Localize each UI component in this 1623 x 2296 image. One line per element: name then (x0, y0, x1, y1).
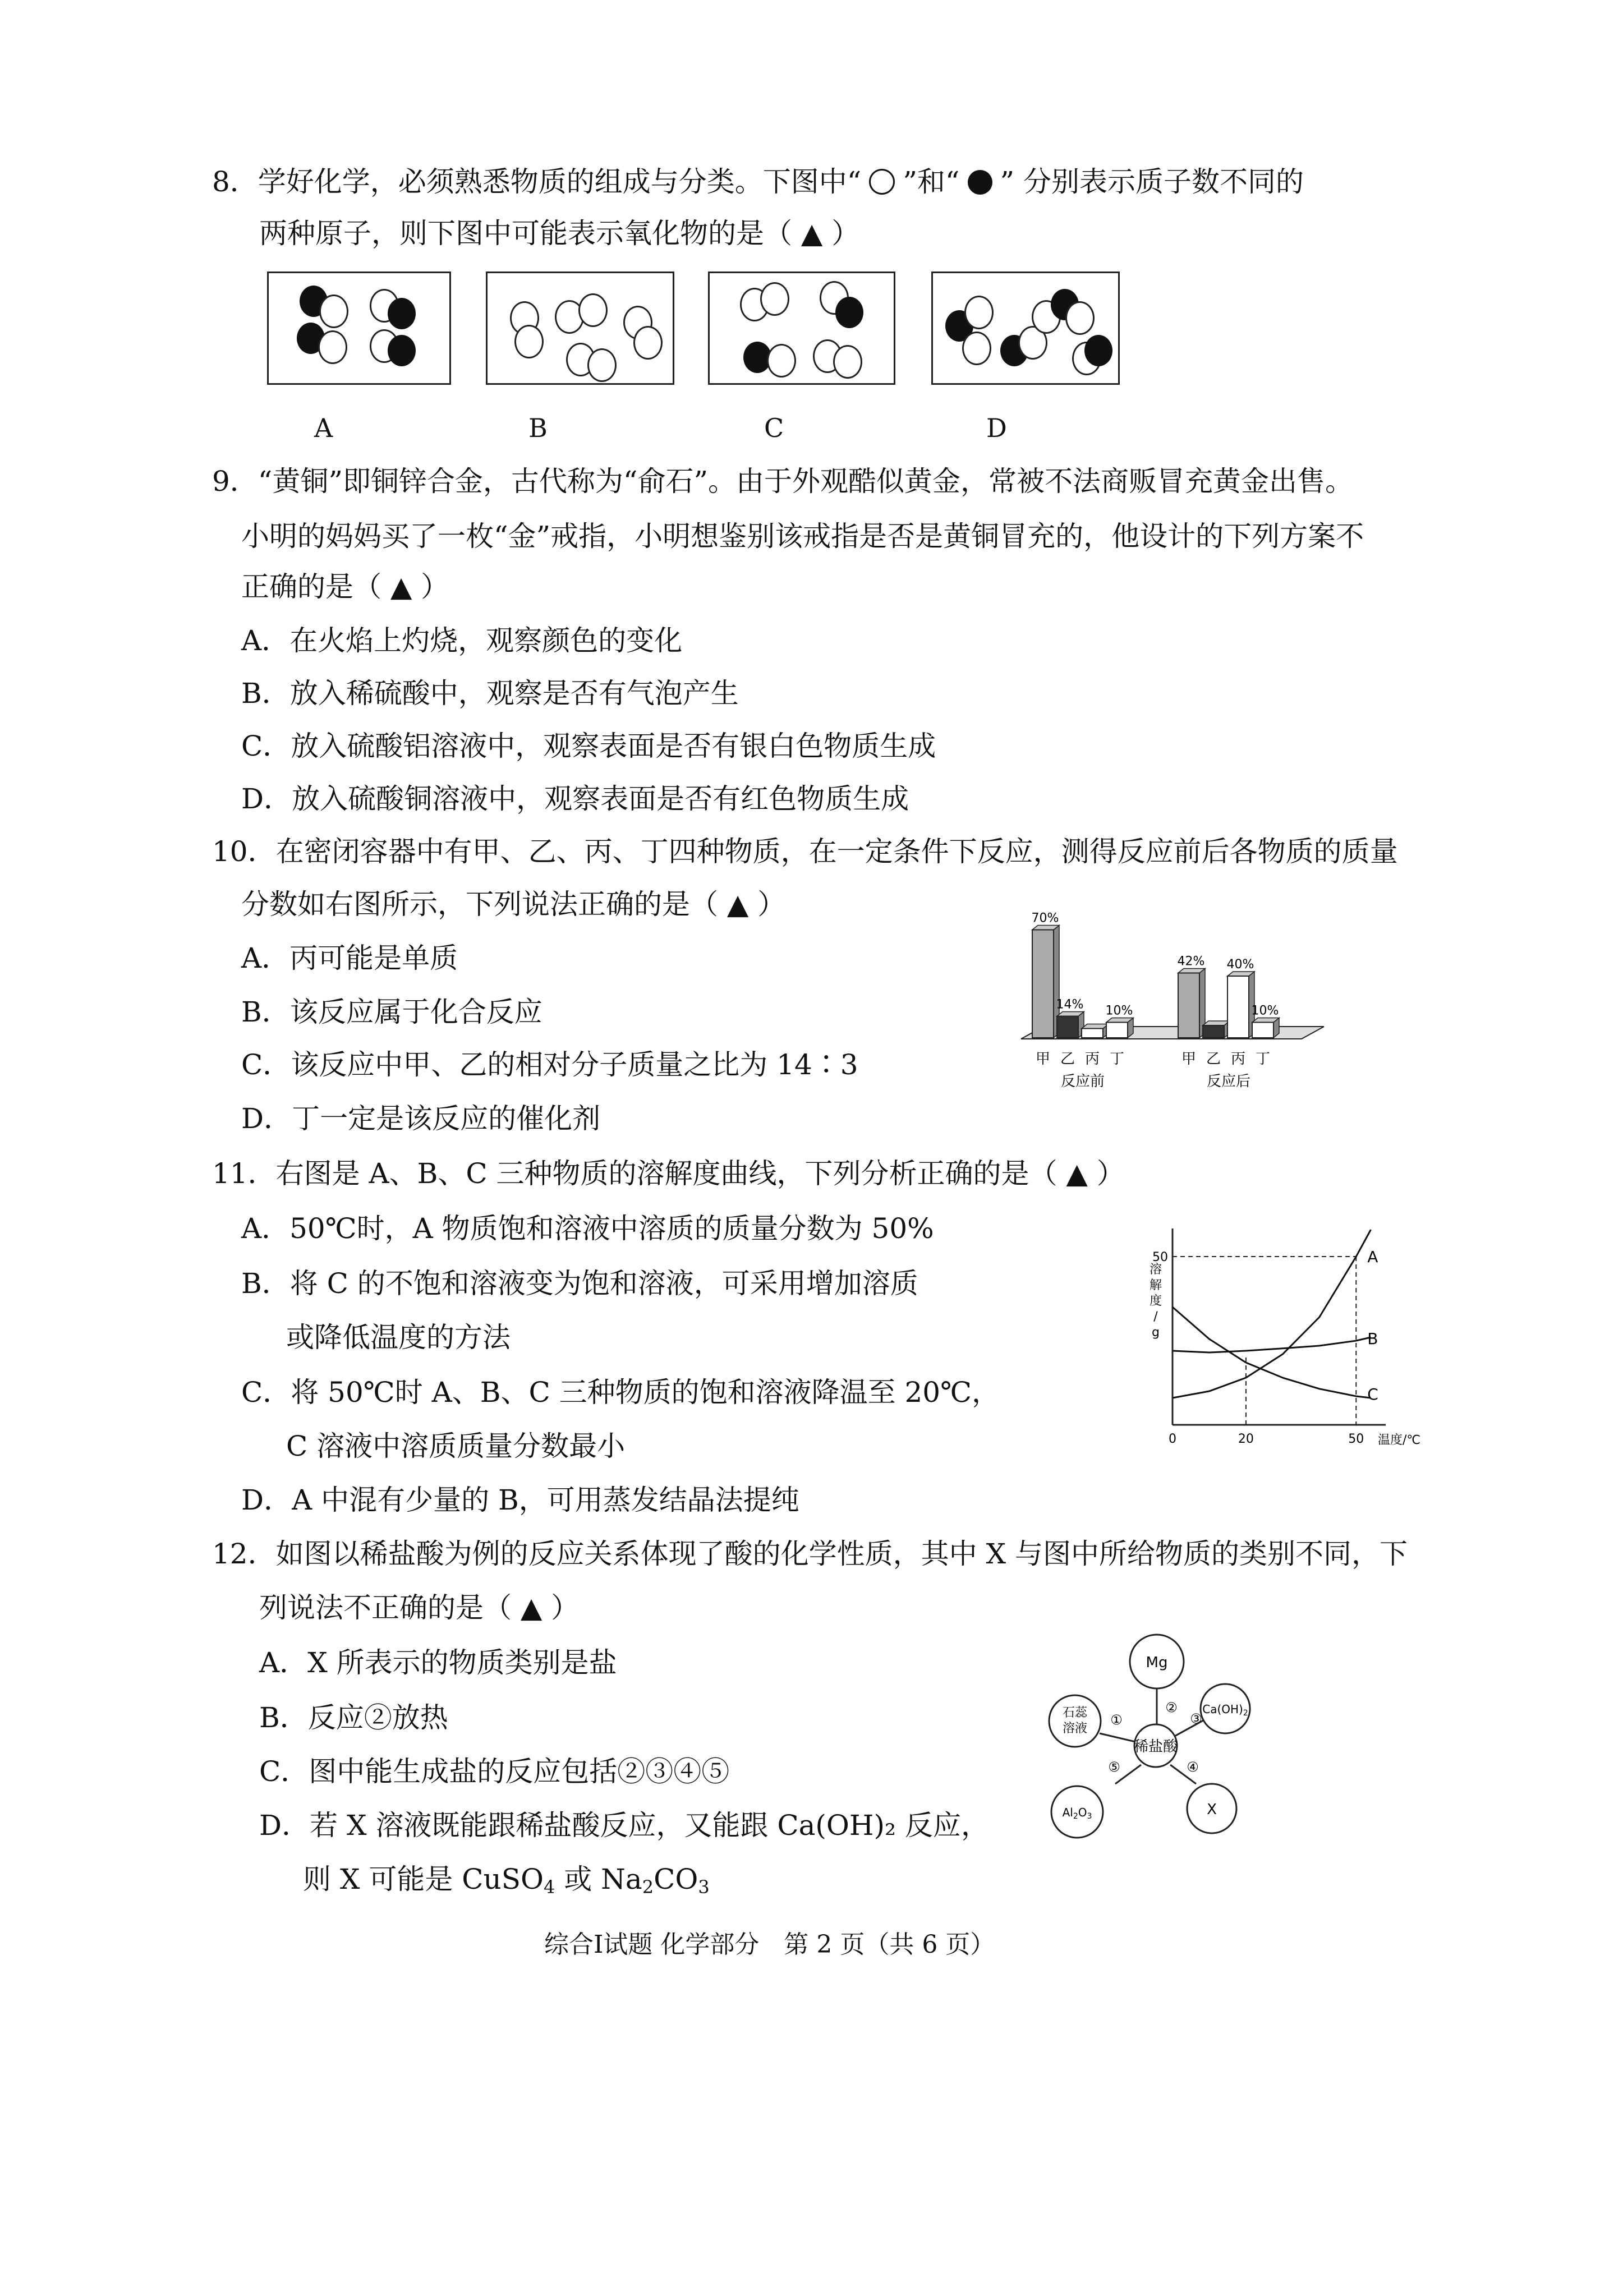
option-a-label: A (314, 413, 333, 443)
bar-data-label: 40% (1226, 958, 1254, 972)
al2o3-node-label: $Al_2O_3$ (1062, 1806, 1092, 1821)
q10-option-a: A．丙可能是单质 (241, 942, 458, 974)
q8-line1c: ” 分别表示质子数不同的 (1000, 165, 1304, 198)
q11-option-b-line2: 或降低温度的方法 (286, 1321, 511, 1354)
q9-option-a: A．在火焰上灼烧，观察颜色的变化 (241, 624, 683, 657)
q11-line1: 11．右图是 A、B、C 三种物质的溶解度曲线，下列分析正确的是（ ▲ ） (212, 1157, 1125, 1190)
bar (1178, 973, 1199, 1038)
option-a-box (267, 272, 451, 385)
y-tick-label: 50 (1152, 1250, 1168, 1264)
q10-line2: 分数如右图所示，下列说法正确的是（ ▲ ） (241, 888, 786, 921)
solubility-curve-chart (1139, 1217, 1431, 1453)
bar-data-label: 42% (1177, 954, 1205, 969)
x-axis-label: 温度/℃ (1378, 1433, 1421, 1447)
category-label: 乙 (1206, 1051, 1221, 1068)
num-5: ⑤ (1108, 1759, 1120, 1775)
series-label-B: B (1367, 1329, 1378, 1348)
y-axis-label-char: g (1152, 1326, 1160, 1340)
q8-line1a: 8．学好化学，必须熟悉物质的组成与分类。下图中“ (212, 165, 862, 198)
q12-option-b: B．反应②放热 (259, 1701, 448, 1734)
x-tick-label: 20 (1238, 1432, 1254, 1446)
y-axis-label-char: / (1153, 1310, 1158, 1324)
option-d-label: D (986, 413, 1007, 443)
q12-line1: 12．如图以稀盐酸为例的反应关系体现了酸的化学性质，其中 X 与图中所给物质的类别不同，下 (212, 1538, 1408, 1570)
q11-option-c-line1: C．将 50℃时 A、B、C 三种物质的饱和溶液降温至 20℃， (241, 1376, 1000, 1409)
q9-option-c: C．放入硫酸铝溶液中，观察表面是否有银白色物质生成 (241, 730, 936, 762)
series-label-A: A (1367, 1248, 1378, 1266)
q10-option-b: B．该反应属于化合反应 (241, 996, 542, 1028)
acid-reaction-diagram (1021, 1627, 1290, 1862)
category-label: 丙 (1230, 1051, 1246, 1068)
q9-line1: 9．“黄铜”即铜锌合金，古代称为“俞石”。由于外观酷似黄金，常被不法商贩冒充黄金出售。 (212, 465, 1354, 498)
q12-d2-text-a: 则 X 可能是 CuSO (303, 1863, 544, 1895)
litmus-node-label-1: 石蕊 (1062, 1706, 1088, 1720)
q9-option-b: B．放入稀硫酸中，观察是否有气泡产生 (241, 677, 739, 710)
option-d-box (931, 272, 1120, 385)
q12-d2-sub-1: 4 (543, 1876, 555, 1898)
q11-option-c-line2: C 溶液中溶质质量分数最小 (286, 1430, 626, 1462)
bar-data-label: 70% (1031, 911, 1059, 926)
option-c-label: C (764, 413, 784, 443)
num-2: ② (1165, 1700, 1178, 1715)
q9-line3: 正确的是（ ▲ ） (241, 570, 449, 603)
bar (1057, 1016, 1078, 1038)
bar-data-label: 10% (1251, 1004, 1279, 1018)
q12-d2-sub-2: 2 (642, 1876, 654, 1898)
category-label: 甲 (1181, 1051, 1197, 1068)
q12-option-c: C．图中能生成盐的反应包括②③④⑤ (259, 1755, 730, 1788)
q9-line2: 小明的妈妈买了一枚“金”戒指，小明想鉴别该戒指是否是黄铜冒充的，他设计的下列方案不 (241, 520, 1364, 553)
caoh2-node-label: $Ca(OH)_2$ (1202, 1703, 1248, 1718)
q12-option-a: A．X 所表示的物质类别是盐 (259, 1646, 617, 1679)
q10-line1: 10．在密闭容器中有甲、乙、丙、丁四种物质，在一定条件下反应，测得反应前后各物质的质量 (212, 835, 1398, 868)
q8-line1 (212, 164, 1304, 200)
y-axis-label-char: 度 (1149, 1294, 1162, 1308)
category-label: 丁 (1255, 1051, 1271, 1068)
x-tick-label: 0 (1169, 1432, 1176, 1446)
num-4: ④ (1187, 1759, 1199, 1775)
option-b-label: B (528, 413, 548, 443)
q12-line2: 列说法不正确的是（ ▲ ） (259, 1591, 580, 1624)
q11-option-d: D．A 中混有少量的 B，可用蒸发结晶法提纯 (241, 1484, 799, 1516)
x-node-label: X (1207, 1801, 1217, 1818)
q12-d2-text-b: 或 Na (555, 1863, 642, 1895)
option-b-box (486, 272, 674, 385)
q11-option-b-line1: B．将 C 的不饱和溶液变为饱和溶液，可采用增加溶质 (241, 1267, 918, 1300)
q8-line1b: ”和“ (903, 165, 960, 198)
q12-d2-sub-3: 3 (698, 1876, 710, 1898)
q11-option-a: A．50℃时，A 物质饱和溶液中溶质的质量分数为 50% (241, 1212, 934, 1245)
group-label: 反应前 (1060, 1073, 1105, 1090)
q12-option-d-line2 (303, 1861, 710, 1905)
num-1: ① (1110, 1712, 1123, 1728)
bar (1252, 1023, 1273, 1038)
y-axis-label-char: 解 (1149, 1278, 1162, 1292)
category-label: 甲 (1035, 1051, 1051, 1068)
bar-data-label: 10% (1105, 1004, 1133, 1018)
x-tick-label: 50 (1348, 1432, 1364, 1446)
white-atom-icon (869, 169, 895, 195)
black-atom-icon (968, 170, 992, 195)
bar (1203, 1025, 1224, 1038)
q9-option-d: D．放入硫酸铜溶液中，观察表面是否有红色物质生成 (241, 783, 909, 815)
q10-option-c: C．该反应中甲、乙的相对分子质量之比为 14∶3 (241, 1048, 858, 1081)
category-label: 乙 (1060, 1051, 1075, 1068)
q12-d2-text-c: CO (654, 1863, 698, 1895)
bar (1106, 1023, 1128, 1038)
series-label-C: C (1367, 1385, 1378, 1404)
y-axis-label-char: 溶 (1149, 1263, 1162, 1277)
litmus-node-label-2: 溶液 (1062, 1722, 1088, 1736)
mass-fraction-bar-chart (1010, 898, 1358, 1099)
page-footer: 综合Ⅰ试题 化学部分 第 2 页（共 6 页） (544, 1930, 995, 1959)
group-label: 反应后 (1206, 1073, 1251, 1090)
q8-line2: 两种原子，则下图中可能表示氧化物的是（ ▲ ） (259, 217, 860, 250)
mg-node-label: Mg (1146, 1654, 1168, 1671)
category-label: 丙 (1084, 1051, 1100, 1068)
q10-option-d: D．丁一定是该反应的催化剂 (241, 1102, 601, 1135)
option-c-box (708, 272, 895, 385)
category-label: 丁 (1109, 1051, 1125, 1068)
curve-B (1173, 1337, 1371, 1352)
center-node-label: 稀盐酸 (1133, 1738, 1178, 1755)
bar (1032, 930, 1054, 1038)
num-3: ③ (1190, 1711, 1202, 1727)
q12-option-d-line1: D．若 X 溶液既能跟稀盐酸反应，又能跟 Ca(OH)₂ 反应， (259, 1809, 989, 1842)
bar (1227, 976, 1249, 1038)
bar-data-label: 14% (1056, 997, 1084, 1012)
bar (1082, 1029, 1103, 1038)
